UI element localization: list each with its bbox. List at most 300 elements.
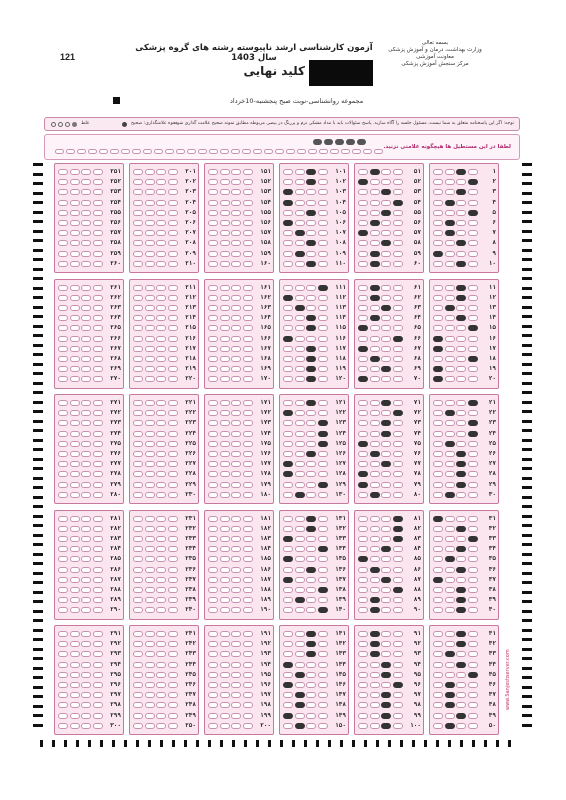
- answer-option-2-bubble[interactable]: [145, 556, 155, 562]
- answer-option-4-bubble[interactable]: [318, 492, 328, 498]
- answer-option-2-bubble[interactable]: [220, 200, 230, 206]
- answer-option-4-bubble[interactable]: [93, 556, 103, 562]
- answer-option-1-bubble[interactable]: [208, 285, 218, 291]
- answer-option-1-bubble[interactable]: [208, 169, 218, 175]
- answer-option-1-bubble[interactable]: [58, 251, 68, 257]
- answer-option-3-bubble[interactable]: [156, 179, 166, 185]
- answer-option-2-bubble[interactable]: [370, 492, 380, 498]
- answer-option-1-bubble[interactable]: [58, 210, 68, 216]
- answer-option-3-bubble[interactable]: [81, 516, 91, 522]
- answer-option-4-bubble[interactable]: [243, 651, 253, 657]
- answer-option-1-bubble[interactable]: [133, 251, 143, 257]
- answer-option-3-bubble[interactable]: [381, 220, 391, 226]
- answer-option-4-bubble[interactable]: [168, 556, 178, 562]
- answer-option-3-bubble[interactable]: [381, 410, 391, 416]
- answer-option-1-bubble[interactable]: [358, 461, 368, 467]
- answer-option-3-bubble[interactable]: [306, 251, 316, 257]
- answer-option-1-bubble[interactable]: [283, 723, 293, 729]
- answer-option-3-bubble[interactable]: [81, 285, 91, 291]
- answer-option-1-bubble[interactable]: [358, 251, 368, 257]
- answer-option-3-bubble[interactable]: [156, 189, 166, 195]
- answer-option-4-bubble[interactable]: [318, 230, 328, 236]
- answer-option-1-bubble[interactable]: [433, 220, 443, 226]
- answer-option-3-bubble[interactable]: [231, 400, 241, 406]
- answer-option-4-bubble[interactable]: [93, 597, 103, 603]
- answer-option-4-bubble[interactable]: [168, 240, 178, 246]
- answer-option-3-bubble[interactable]: [306, 492, 316, 498]
- answer-option-4-bubble[interactable]: [468, 285, 478, 291]
- answer-option-3-bubble[interactable]: [156, 325, 166, 331]
- answer-option-1-bubble[interactable]: [358, 336, 368, 342]
- answer-option-4-bubble[interactable]: [168, 461, 178, 467]
- answer-option-2-bubble[interactable]: [445, 567, 455, 573]
- answer-option-2-bubble[interactable]: [445, 526, 455, 532]
- answer-option-3-bubble[interactable]: [156, 285, 166, 291]
- answer-option-4-bubble[interactable]: [468, 315, 478, 321]
- answer-option-3-bubble[interactable]: [156, 305, 166, 311]
- answer-option-2-bubble[interactable]: [295, 516, 305, 522]
- answer-option-1-bubble[interactable]: [58, 451, 68, 457]
- answer-option-4-bubble[interactable]: [393, 471, 403, 477]
- answer-option-1-bubble[interactable]: [433, 546, 443, 552]
- answer-option-4-bubble[interactable]: [393, 179, 403, 185]
- answer-option-3-bubble[interactable]: [231, 723, 241, 729]
- answer-option-2-bubble[interactable]: [445, 482, 455, 488]
- answer-option-2-bubble[interactable]: [370, 631, 380, 637]
- answer-option-4-bubble[interactable]: [93, 400, 103, 406]
- answer-option-2-bubble[interactable]: [370, 210, 380, 216]
- answer-option-4-bubble[interactable]: [243, 672, 253, 678]
- answer-option-4-bubble[interactable]: [168, 577, 178, 583]
- answer-option-4-bubble[interactable]: [93, 305, 103, 311]
- answer-option-2-bubble[interactable]: [370, 285, 380, 291]
- answer-option-3-bubble[interactable]: [81, 400, 91, 406]
- answer-option-4-bubble[interactable]: [318, 692, 328, 698]
- answer-option-3-bubble[interactable]: [306, 672, 316, 678]
- answer-option-2-bubble[interactable]: [145, 441, 155, 447]
- answer-option-1-bubble[interactable]: [358, 400, 368, 406]
- answer-option-3-bubble[interactable]: [231, 587, 241, 593]
- answer-option-3-bubble[interactable]: [381, 356, 391, 362]
- answer-option-4-bubble[interactable]: [318, 482, 328, 488]
- answer-option-4-bubble[interactable]: [393, 325, 403, 331]
- answer-option-1-bubble[interactable]: [358, 662, 368, 668]
- answer-option-3-bubble[interactable]: [156, 577, 166, 583]
- answer-option-3-bubble[interactable]: [306, 420, 316, 426]
- answer-option-4-bubble[interactable]: [393, 376, 403, 382]
- answer-option-1-bubble[interactable]: [208, 420, 218, 426]
- answer-option-1-bubble[interactable]: [133, 567, 143, 573]
- answer-option-1-bubble[interactable]: [433, 672, 443, 678]
- answer-option-2-bubble[interactable]: [370, 325, 380, 331]
- answer-option-4-bubble[interactable]: [93, 672, 103, 678]
- answer-option-4-bubble[interactable]: [168, 220, 178, 226]
- answer-option-2-bubble[interactable]: [220, 169, 230, 175]
- answer-option-4-bubble[interactable]: [243, 400, 253, 406]
- answer-option-3-bubble[interactable]: [81, 366, 91, 372]
- answer-option-3-bubble[interactable]: [81, 356, 91, 362]
- answer-option-1-bubble[interactable]: [133, 366, 143, 372]
- answer-option-2-bubble[interactable]: [295, 295, 305, 301]
- answer-option-2-bubble[interactable]: [145, 651, 155, 657]
- answer-option-1-bubble[interactable]: [133, 516, 143, 522]
- answer-option-2-bubble[interactable]: [445, 410, 455, 416]
- answer-option-3-bubble[interactable]: [381, 420, 391, 426]
- answer-option-2-bubble[interactable]: [370, 461, 380, 467]
- answer-option-1-bubble[interactable]: [208, 587, 218, 593]
- answer-option-3-bubble[interactable]: [381, 336, 391, 342]
- answer-option-3-bubble[interactable]: [231, 410, 241, 416]
- answer-option-4-bubble[interactable]: [243, 461, 253, 467]
- answer-option-4-bubble[interactable]: [93, 230, 103, 236]
- answer-option-3-bubble[interactable]: [156, 169, 166, 175]
- answer-option-3-bubble[interactable]: [156, 431, 166, 437]
- answer-option-2-bubble[interactable]: [70, 261, 80, 267]
- answer-option-2-bubble[interactable]: [445, 672, 455, 678]
- answer-option-2-bubble[interactable]: [295, 315, 305, 321]
- answer-option-2-bubble[interactable]: [445, 431, 455, 437]
- answer-option-1-bubble[interactable]: [58, 713, 68, 719]
- answer-option-4-bubble[interactable]: [93, 410, 103, 416]
- answer-option-1-bubble[interactable]: [208, 482, 218, 488]
- answer-option-2-bubble[interactable]: [295, 723, 305, 729]
- answer-option-1-bubble[interactable]: [283, 325, 293, 331]
- answer-option-4-bubble[interactable]: [243, 713, 253, 719]
- answer-option-2-bubble[interactable]: [445, 597, 455, 603]
- answer-option-2-bubble[interactable]: [295, 662, 305, 668]
- answer-option-4-bubble[interactable]: [468, 305, 478, 311]
- answer-option-4-bubble[interactable]: [93, 482, 103, 488]
- answer-option-4-bubble[interactable]: [468, 556, 478, 562]
- answer-option-1-bubble[interactable]: [208, 702, 218, 708]
- answer-option-3-bubble[interactable]: [231, 325, 241, 331]
- answer-option-4-bubble[interactable]: [93, 325, 103, 331]
- answer-option-4-bubble[interactable]: [393, 336, 403, 342]
- answer-option-1-bubble[interactable]: [133, 672, 143, 678]
- answer-option-3-bubble[interactable]: [381, 346, 391, 352]
- answer-option-2-bubble[interactable]: [370, 682, 380, 688]
- answer-option-3-bubble[interactable]: [81, 607, 91, 613]
- answer-option-3-bubble[interactable]: [156, 451, 166, 457]
- answer-option-3-bubble[interactable]: [156, 410, 166, 416]
- answer-option-4-bubble[interactable]: [243, 526, 253, 532]
- answer-option-1-bubble[interactable]: [58, 597, 68, 603]
- answer-option-3-bubble[interactable]: [156, 713, 166, 719]
- answer-option-1-bubble[interactable]: [208, 346, 218, 352]
- answer-option-2-bubble[interactable]: [445, 356, 455, 362]
- answer-option-1-bubble[interactable]: [208, 451, 218, 457]
- answer-option-4-bubble[interactable]: [168, 315, 178, 321]
- answer-option-4-bubble[interactable]: [243, 366, 253, 372]
- answer-option-2-bubble[interactable]: [220, 441, 230, 447]
- answer-option-1-bubble[interactable]: [283, 261, 293, 267]
- answer-option-4-bubble[interactable]: [168, 189, 178, 195]
- answer-option-2-bubble[interactable]: [295, 526, 305, 532]
- answer-option-1-bubble[interactable]: [433, 410, 443, 416]
- answer-option-4-bubble[interactable]: [393, 315, 403, 321]
- answer-option-1-bubble[interactable]: [58, 376, 68, 382]
- answer-option-3-bubble[interactable]: [231, 230, 241, 236]
- answer-option-4-bubble[interactable]: [468, 441, 478, 447]
- answer-option-2-bubble[interactable]: [295, 607, 305, 613]
- answer-option-1-bubble[interactable]: [208, 295, 218, 301]
- answer-option-2-bubble[interactable]: [220, 536, 230, 542]
- answer-option-4-bubble[interactable]: [168, 672, 178, 678]
- answer-option-2-bubble[interactable]: [445, 702, 455, 708]
- answer-option-4-bubble[interactable]: [393, 587, 403, 593]
- answer-option-3-bubble[interactable]: [81, 305, 91, 311]
- answer-option-4-bubble[interactable]: [243, 179, 253, 185]
- answer-option-2-bubble[interactable]: [370, 451, 380, 457]
- answer-option-1-bubble[interactable]: [58, 220, 68, 226]
- answer-option-1-bubble[interactable]: [133, 597, 143, 603]
- answer-option-2-bubble[interactable]: [370, 400, 380, 406]
- answer-option-4-bubble[interactable]: [243, 597, 253, 603]
- answer-option-2-bubble[interactable]: [295, 189, 305, 195]
- answer-option-4-bubble[interactable]: [318, 567, 328, 573]
- answer-option-3-bubble[interactable]: [381, 400, 391, 406]
- answer-option-3-bubble[interactable]: [156, 400, 166, 406]
- answer-option-2-bubble[interactable]: [145, 400, 155, 406]
- answer-option-2-bubble[interactable]: [295, 285, 305, 291]
- answer-option-3-bubble[interactable]: [81, 451, 91, 457]
- answer-option-2-bubble[interactable]: [145, 461, 155, 467]
- answer-option-4-bubble[interactable]: [243, 682, 253, 688]
- answer-option-1-bubble[interactable]: [283, 346, 293, 352]
- answer-option-2-bubble[interactable]: [295, 597, 305, 603]
- answer-option-4-bubble[interactable]: [393, 261, 403, 267]
- answer-option-4-bubble[interactable]: [168, 651, 178, 657]
- answer-option-1-bubble[interactable]: [58, 723, 68, 729]
- answer-option-4-bubble[interactable]: [318, 702, 328, 708]
- answer-option-3-bubble[interactable]: [231, 251, 241, 257]
- answer-option-4-bubble[interactable]: [393, 662, 403, 668]
- answer-option-4-bubble[interactable]: [168, 420, 178, 426]
- answer-option-4-bubble[interactable]: [468, 641, 478, 647]
- answer-option-4-bubble[interactable]: [318, 672, 328, 678]
- answer-option-2-bubble[interactable]: [145, 336, 155, 342]
- answer-option-2-bubble[interactable]: [145, 431, 155, 437]
- answer-option-3-bubble[interactable]: [306, 200, 316, 206]
- answer-option-3-bubble[interactable]: [306, 220, 316, 226]
- answer-option-3-bubble[interactable]: [231, 376, 241, 382]
- answer-option-1-bubble[interactable]: [433, 261, 443, 267]
- answer-option-3-bubble[interactable]: [81, 410, 91, 416]
- answer-option-1-bubble[interactable]: [208, 336, 218, 342]
- answer-option-3-bubble[interactable]: [456, 702, 466, 708]
- answer-option-3-bubble[interactable]: [456, 220, 466, 226]
- answer-option-3-bubble[interactable]: [381, 210, 391, 216]
- answer-option-2-bubble[interactable]: [295, 220, 305, 226]
- answer-option-3-bubble[interactable]: [306, 526, 316, 532]
- answer-option-3-bubble[interactable]: [81, 587, 91, 593]
- answer-option-4-bubble[interactable]: [243, 210, 253, 216]
- answer-option-3-bubble[interactable]: [456, 376, 466, 382]
- answer-option-1-bubble[interactable]: [283, 441, 293, 447]
- answer-option-3-bubble[interactable]: [381, 189, 391, 195]
- answer-option-1-bubble[interactable]: [208, 536, 218, 542]
- answer-option-2-bubble[interactable]: [220, 305, 230, 311]
- answer-option-4-bubble[interactable]: [468, 295, 478, 301]
- answer-option-1-bubble[interactable]: [133, 577, 143, 583]
- answer-option-1-bubble[interactable]: [58, 556, 68, 562]
- answer-option-3-bubble[interactable]: [81, 631, 91, 637]
- answer-option-4-bubble[interactable]: [243, 471, 253, 477]
- answer-option-2-bubble[interactable]: [370, 366, 380, 372]
- answer-option-4-bubble[interactable]: [243, 240, 253, 246]
- answer-option-1-bubble[interactable]: [208, 713, 218, 719]
- answer-option-1-bubble[interactable]: [358, 189, 368, 195]
- answer-option-3-bubble[interactable]: [231, 526, 241, 532]
- answer-option-2-bubble[interactable]: [220, 662, 230, 668]
- answer-option-3-bubble[interactable]: [306, 295, 316, 301]
- answer-option-3-bubble[interactable]: [156, 597, 166, 603]
- answer-option-2-bubble[interactable]: [445, 723, 455, 729]
- answer-option-1-bubble[interactable]: [433, 210, 443, 216]
- answer-option-3-bubble[interactable]: [381, 662, 391, 668]
- answer-option-2-bubble[interactable]: [70, 492, 80, 498]
- answer-option-2-bubble[interactable]: [370, 346, 380, 352]
- answer-option-4-bubble[interactable]: [393, 356, 403, 362]
- answer-option-4-bubble[interactable]: [393, 577, 403, 583]
- answer-option-1-bubble[interactable]: [208, 431, 218, 437]
- answer-option-2-bubble[interactable]: [70, 607, 80, 613]
- answer-option-2-bubble[interactable]: [370, 546, 380, 552]
- answer-option-1-bubble[interactable]: [133, 346, 143, 352]
- answer-option-3-bubble[interactable]: [456, 536, 466, 542]
- answer-option-2-bubble[interactable]: [370, 420, 380, 426]
- answer-option-1-bubble[interactable]: [208, 220, 218, 226]
- answer-option-4-bubble[interactable]: [318, 713, 328, 719]
- answer-option-3-bubble[interactable]: [456, 285, 466, 291]
- answer-option-1-bubble[interactable]: [58, 651, 68, 657]
- answer-option-1-bubble[interactable]: [358, 169, 368, 175]
- answer-option-4-bubble[interactable]: [393, 441, 403, 447]
- answer-option-1-bubble[interactable]: [58, 169, 68, 175]
- answer-option-4-bubble[interactable]: [93, 431, 103, 437]
- answer-option-2-bubble[interactable]: [370, 189, 380, 195]
- answer-option-3-bubble[interactable]: [306, 597, 316, 603]
- answer-option-4-bubble[interactable]: [243, 451, 253, 457]
- answer-option-2-bubble[interactable]: [70, 366, 80, 372]
- answer-option-1-bubble[interactable]: [208, 492, 218, 498]
- answer-option-1-bubble[interactable]: [208, 546, 218, 552]
- answer-option-2-bubble[interactable]: [445, 305, 455, 311]
- answer-option-3-bubble[interactable]: [81, 672, 91, 678]
- answer-option-4-bubble[interactable]: [93, 200, 103, 206]
- answer-option-3-bubble[interactable]: [381, 516, 391, 522]
- answer-option-3-bubble[interactable]: [456, 587, 466, 593]
- answer-option-2-bubble[interactable]: [220, 526, 230, 532]
- answer-option-1-bubble[interactable]: [133, 285, 143, 291]
- answer-option-1-bubble[interactable]: [433, 240, 443, 246]
- answer-option-3-bubble[interactable]: [231, 662, 241, 668]
- answer-option-3-bubble[interactable]: [156, 723, 166, 729]
- answer-option-3-bubble[interactable]: [156, 295, 166, 301]
- answer-option-3-bubble[interactable]: [156, 336, 166, 342]
- answer-option-3-bubble[interactable]: [306, 451, 316, 457]
- answer-option-2-bubble[interactable]: [445, 200, 455, 206]
- answer-option-3-bubble[interactable]: [456, 410, 466, 416]
- answer-option-3-bubble[interactable]: [156, 376, 166, 382]
- answer-option-3-bubble[interactable]: [81, 492, 91, 498]
- answer-option-3-bubble[interactable]: [306, 400, 316, 406]
- answer-option-4-bubble[interactable]: [168, 356, 178, 362]
- answer-option-2-bubble[interactable]: [70, 325, 80, 331]
- answer-option-4-bubble[interactable]: [468, 546, 478, 552]
- answer-option-2-bubble[interactable]: [145, 420, 155, 426]
- answer-option-2-bubble[interactable]: [70, 410, 80, 416]
- answer-option-2-bubble[interactable]: [70, 651, 80, 657]
- answer-option-2-bubble[interactable]: [445, 641, 455, 647]
- answer-option-2-bubble[interactable]: [295, 305, 305, 311]
- answer-option-1-bubble[interactable]: [358, 325, 368, 331]
- answer-option-1-bubble[interactable]: [358, 631, 368, 637]
- answer-option-4-bubble[interactable]: [243, 662, 253, 668]
- answer-option-2-bubble[interactable]: [445, 400, 455, 406]
- answer-option-4-bubble[interactable]: [468, 251, 478, 257]
- answer-option-3-bubble[interactable]: [381, 471, 391, 477]
- answer-option-2-bubble[interactable]: [295, 536, 305, 542]
- answer-option-3-bubble[interactable]: [306, 376, 316, 382]
- answer-option-2-bubble[interactable]: [370, 577, 380, 583]
- answer-option-1-bubble[interactable]: [358, 597, 368, 603]
- answer-option-4-bubble[interactable]: [393, 251, 403, 257]
- answer-option-4-bubble[interactable]: [393, 651, 403, 657]
- answer-option-4-bubble[interactable]: [243, 441, 253, 447]
- answer-option-3-bubble[interactable]: [381, 723, 391, 729]
- answer-option-4-bubble[interactable]: [393, 366, 403, 372]
- answer-option-3-bubble[interactable]: [81, 420, 91, 426]
- answer-option-2-bubble[interactable]: [145, 692, 155, 698]
- answer-option-1-bubble[interactable]: [133, 651, 143, 657]
- answer-option-1-bubble[interactable]: [358, 210, 368, 216]
- answer-option-3-bubble[interactable]: [456, 662, 466, 668]
- answer-option-4-bubble[interactable]: [468, 179, 478, 185]
- answer-option-4-bubble[interactable]: [318, 723, 328, 729]
- answer-option-1-bubble[interactable]: [433, 169, 443, 175]
- answer-option-3-bubble[interactable]: [306, 441, 316, 447]
- answer-option-2-bubble[interactable]: [220, 492, 230, 498]
- answer-option-3-bubble[interactable]: [456, 526, 466, 532]
- answer-option-3-bubble[interactable]: [231, 692, 241, 698]
- answer-option-3-bubble[interactable]: [306, 179, 316, 185]
- answer-option-3-bubble[interactable]: [156, 261, 166, 267]
- answer-option-2-bubble[interactable]: [220, 179, 230, 185]
- answer-option-4-bubble[interactable]: [93, 702, 103, 708]
- answer-option-1-bubble[interactable]: [283, 597, 293, 603]
- answer-option-3-bubble[interactable]: [306, 305, 316, 311]
- answer-option-2-bubble[interactable]: [370, 536, 380, 542]
- answer-option-2-bubble[interactable]: [295, 431, 305, 437]
- answer-option-1-bubble[interactable]: [133, 526, 143, 532]
- answer-option-1-bubble[interactable]: [208, 356, 218, 362]
- answer-option-4-bubble[interactable]: [468, 702, 478, 708]
- answer-option-2-bubble[interactable]: [145, 305, 155, 311]
- answer-option-1-bubble[interactable]: [208, 200, 218, 206]
- answer-option-3-bubble[interactable]: [456, 516, 466, 522]
- answer-option-1-bubble[interactable]: [133, 482, 143, 488]
- answer-option-4-bubble[interactable]: [243, 692, 253, 698]
- answer-option-4-bubble[interactable]: [468, 672, 478, 678]
- answer-option-4-bubble[interactable]: [468, 240, 478, 246]
- answer-option-2-bubble[interactable]: [145, 662, 155, 668]
- answer-option-1-bubble[interactable]: [433, 461, 443, 467]
- answer-option-4-bubble[interactable]: [243, 285, 253, 291]
- answer-option-4-bubble[interactable]: [468, 492, 478, 498]
- answer-option-4-bubble[interactable]: [393, 597, 403, 603]
- answer-option-1-bubble[interactable]: [58, 285, 68, 291]
